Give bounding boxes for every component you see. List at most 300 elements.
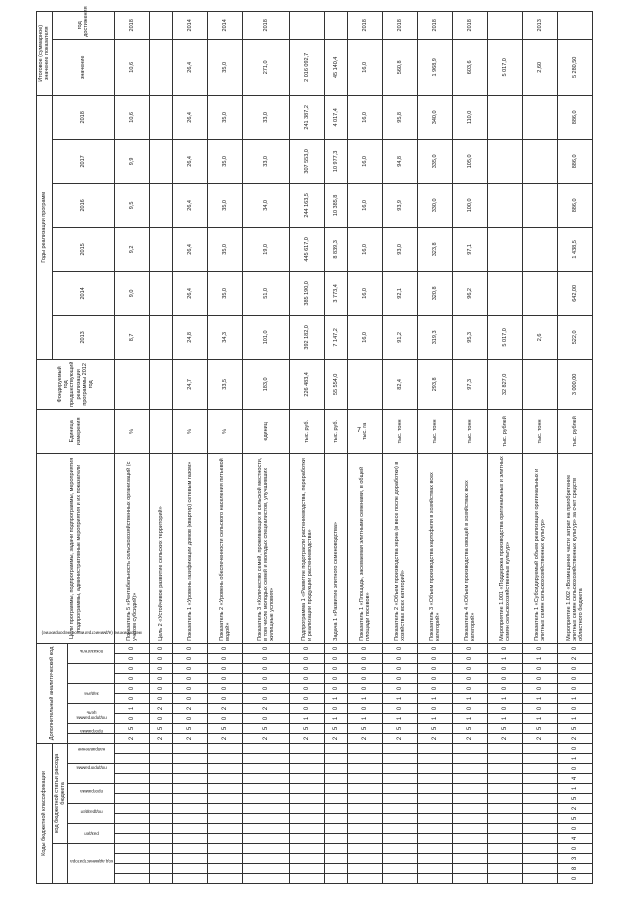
article-digit xyxy=(383,774,418,784)
article-digit xyxy=(383,784,418,794)
admin-digit xyxy=(453,864,488,874)
row-value-2015: 1 438,5 xyxy=(558,227,593,271)
admin-digit xyxy=(150,854,173,864)
analytic-digit: 0 xyxy=(348,643,383,653)
analytic-digit: 1 xyxy=(558,713,593,723)
article-digit xyxy=(418,754,453,764)
article-digit: 0 xyxy=(558,824,593,834)
analytic-digit: 0 xyxy=(290,683,325,693)
article-digit xyxy=(150,834,173,844)
analytic-digit: 0 xyxy=(115,653,150,663)
article-digit xyxy=(348,804,383,814)
row-description: Показатель 1 «Субсидируемый объем реализации оригинальных и элитных семян сельскохозяйственных культур» xyxy=(523,453,558,643)
analytic-digit: 5 xyxy=(115,723,150,733)
analytic-digit: 0 xyxy=(418,663,453,673)
article-digit xyxy=(173,784,208,794)
analytic-digit: 2 xyxy=(290,733,325,743)
analytic-digit: 1 xyxy=(523,713,558,723)
analytic-digit: 0 xyxy=(523,663,558,673)
row-value-2018: 16,0 xyxy=(348,95,383,139)
analytic-digit: 0 xyxy=(208,673,243,683)
article-digit xyxy=(115,764,150,774)
article-digit xyxy=(115,743,150,753)
row-value-2015: 19,0 xyxy=(243,227,290,271)
article-digit xyxy=(418,774,453,784)
row-base-value: 183,0 xyxy=(243,359,290,409)
row-description: Показатель 1 «Площадь, засеваемая элитными семенами, в общей площади посевов» xyxy=(348,453,383,643)
article-digit xyxy=(150,743,173,753)
admin-digit: 8 xyxy=(558,864,593,874)
row-final-value: 271,0 xyxy=(243,39,290,95)
row-base-value: 33,5 xyxy=(208,359,243,409)
analytic-digit: 0 xyxy=(488,703,523,713)
article-digit xyxy=(208,814,243,824)
row-value-2015: 93,0 xyxy=(383,227,418,271)
article-digit xyxy=(290,834,325,844)
analytic-digit: 2 xyxy=(325,733,348,743)
table-row xyxy=(558,11,593,883)
article-digit xyxy=(453,824,488,834)
article-digit xyxy=(523,754,558,764)
article-digit xyxy=(173,804,208,814)
col-label-subsection: подраздел xyxy=(68,804,115,824)
row-final-value: 5 280,50 xyxy=(558,39,593,95)
article-digit xyxy=(243,774,290,784)
analytic-digit: 5 xyxy=(243,723,290,733)
row-value-2014 xyxy=(523,271,558,315)
row-value-2018: 4 017,4 xyxy=(325,95,348,139)
analytic-digit: 0 xyxy=(243,663,290,673)
analytic-digit: 0 xyxy=(173,693,208,703)
row-final-year xyxy=(325,11,348,39)
row-description: Мероприятие 1.002 «Возмещение части затрат на приобретение элитных семян сельскохозяйственных культур» за счет средств областного бюджета xyxy=(558,453,593,643)
admin-digit xyxy=(325,854,348,864)
analytic-digit: 0 xyxy=(558,683,593,693)
article-digit xyxy=(488,743,523,753)
table-row xyxy=(383,11,418,883)
article-digit xyxy=(243,754,290,764)
analytic-digit: 1 xyxy=(348,693,383,703)
analytic-digit: 0 xyxy=(290,703,325,713)
article-digit xyxy=(243,834,290,844)
article-digit xyxy=(523,814,558,824)
article-digit xyxy=(150,814,173,824)
admin-digit xyxy=(348,874,383,884)
article-digit xyxy=(243,743,290,753)
header-year-2017: 2017 xyxy=(52,139,115,183)
header-year-reach: год достижения xyxy=(52,11,115,39)
row-final-year xyxy=(150,11,173,39)
row-value-2015: 97,1 xyxy=(453,227,488,271)
row-value-2018: 35,0 xyxy=(208,95,243,139)
analytic-digit: 0 xyxy=(523,673,558,683)
analytic-digit: 0 xyxy=(383,673,418,683)
header-base-year: Фондируемый год предшествующий реализации программы 2012 год xyxy=(37,359,115,409)
admin-digit xyxy=(453,844,488,854)
col-label-direction: направление xyxy=(68,743,115,763)
analytic-digit: 2 xyxy=(348,733,383,743)
article-digit xyxy=(348,784,383,794)
article-digit xyxy=(115,804,150,814)
analytic-digit: 1 xyxy=(488,653,523,663)
article-digit xyxy=(418,834,453,844)
admin-digit xyxy=(348,844,383,854)
admin-digit xyxy=(418,844,453,854)
analytic-digit: 5 xyxy=(208,723,243,733)
analytic-digit: 0 xyxy=(243,643,290,653)
admin-digit xyxy=(348,854,383,864)
analytic-digit: 1 xyxy=(488,713,523,723)
row-value-2015: 26,4 xyxy=(173,227,208,271)
article-digit: 1 xyxy=(558,754,593,764)
article-digit: 4 xyxy=(558,774,593,784)
row-unit: тыс. га xyxy=(348,409,383,453)
row-base-value: 55 554,0 xyxy=(325,359,348,409)
analytic-digit: 5 xyxy=(523,723,558,733)
row-unit: тыс. тонн xyxy=(418,409,453,453)
row-value-2016: 886,0 xyxy=(558,183,593,227)
table-row xyxy=(453,11,488,883)
analytic-digit: 0 xyxy=(243,693,290,703)
article-digit xyxy=(453,764,488,774)
row-final-year: 2018 xyxy=(453,11,488,39)
row-description: Цель 2 «Устойчивое развитие сельских территорий» xyxy=(150,453,173,643)
analytic-digit: 0 xyxy=(325,703,348,713)
analytic-digit: 2 xyxy=(150,703,173,713)
row-value-2014: 35,0 xyxy=(208,271,243,315)
header-year-2018: 2018 xyxy=(52,95,115,139)
analytic-digit: 0 xyxy=(173,713,208,723)
row-unit: % xyxy=(115,409,150,453)
header-unit: Единица измерения xyxy=(37,409,115,453)
article-digit xyxy=(523,834,558,844)
article-digit xyxy=(115,754,150,764)
article-digit xyxy=(208,834,243,844)
row-unit: % xyxy=(173,409,208,453)
col-label-goal: цель xyxy=(68,703,115,723)
col-label-an-program: программа xyxy=(68,733,115,743)
row-value-2015: 9,2 xyxy=(115,227,150,271)
admin-digit xyxy=(243,864,290,874)
analytic-digit: 0 xyxy=(348,663,383,673)
analytic-digit: 1 xyxy=(523,653,558,663)
row-final-value: 5 017,0 xyxy=(488,39,523,95)
analytic-digit: 0 xyxy=(348,683,383,693)
analytic-digit: 0 xyxy=(115,663,150,673)
row-value-2017 xyxy=(150,139,173,183)
col-label-an-subprogram: подпрограмма xyxy=(68,723,115,733)
article-digit xyxy=(243,824,290,834)
article-digit xyxy=(290,754,325,764)
article-digit xyxy=(453,774,488,784)
row-value-2015 xyxy=(523,227,558,271)
article-digit xyxy=(348,824,383,834)
admin-digit: 0 xyxy=(558,874,593,884)
admin-digit xyxy=(173,874,208,884)
analytic-digit: 0 xyxy=(453,683,488,693)
analytic-digit: 2 xyxy=(208,733,243,743)
article-digit xyxy=(383,814,418,824)
row-final-value: 26,4 xyxy=(173,39,208,95)
article-digit xyxy=(115,834,150,844)
row-final-year: 2014 xyxy=(208,11,243,39)
row-unit: тыс. рублей xyxy=(488,409,523,453)
article-digit xyxy=(488,814,523,824)
article-digit xyxy=(150,754,173,764)
analytic-digit: 1 xyxy=(325,713,348,723)
analytic-digit: 0 xyxy=(488,663,523,673)
analytic-digit: 2 xyxy=(558,653,593,663)
analytic-digit: 5 xyxy=(325,723,348,733)
row-value-2017: 105,0 xyxy=(453,139,488,183)
analytic-digit: 0 xyxy=(348,653,383,663)
row-value-2014: 26,4 xyxy=(173,271,208,315)
article-digit xyxy=(325,834,348,844)
article-digit xyxy=(418,814,453,824)
analytic-digit: 0 xyxy=(418,673,453,683)
row-description: Мероприятие 1.001 «Поддержка производства оригинальных и элитных семян сельскохозяйственных культур» xyxy=(488,453,523,643)
row-value-2016: 16,0 xyxy=(348,183,383,227)
row-description: Показатель 2 «Объем производства зерна (в весе после доработки) в хозяйствах всех категорий» xyxy=(383,453,418,643)
row-value-2017: 35,0 xyxy=(208,139,243,183)
article-digit xyxy=(418,743,453,753)
col-label-section: раздел xyxy=(68,824,115,844)
row-value-2013: 5 017,0 xyxy=(488,315,523,359)
col-label-admin: код администратора xyxy=(68,844,115,884)
article-digit xyxy=(290,824,325,834)
admin-digit xyxy=(208,874,243,884)
admin-digit xyxy=(523,854,558,864)
analytic-digit: 2 xyxy=(558,733,593,743)
row-value-2014: 642,00 xyxy=(558,271,593,315)
admin-digit xyxy=(325,864,348,874)
article-digit xyxy=(115,784,150,794)
row-value-2018: 95,8 xyxy=(383,95,418,139)
row-value-2013: 101,0 xyxy=(243,315,290,359)
admin-digit xyxy=(208,864,243,874)
article-digit xyxy=(115,824,150,834)
article-digit xyxy=(488,784,523,794)
article-digit xyxy=(488,834,523,844)
row-final-year: 2013 xyxy=(523,11,558,39)
row-value-2016: 100,0 xyxy=(453,183,488,227)
article-digit xyxy=(348,834,383,844)
article-digit xyxy=(488,774,523,784)
analytic-digit: 0 xyxy=(453,703,488,713)
row-value-2014: 320,8 xyxy=(418,271,453,315)
row-value-2013 xyxy=(150,315,173,359)
article-digit xyxy=(173,754,208,764)
article-digit xyxy=(523,764,558,774)
article-digit xyxy=(243,784,290,794)
admin-digit xyxy=(383,844,418,854)
article-digit: 5 xyxy=(558,814,593,824)
admin-digit xyxy=(453,854,488,864)
row-final-year xyxy=(290,11,325,39)
rotated-table-container xyxy=(36,6,604,884)
admin-digit xyxy=(453,874,488,884)
admin-digit xyxy=(243,844,290,854)
article-digit xyxy=(208,754,243,764)
col-label-program: программа xyxy=(68,784,115,804)
analytic-digit: 0 xyxy=(488,643,523,653)
admin-digit xyxy=(115,864,150,874)
row-value-2018: 33,0 xyxy=(243,95,290,139)
article-digit xyxy=(173,794,208,804)
analytic-digit: 0 xyxy=(418,683,453,693)
analytic-digit: 0 xyxy=(173,683,208,693)
article-digit xyxy=(115,774,150,784)
analytic-digit: 0 xyxy=(208,693,243,703)
header-years: Годы реализации программ xyxy=(37,95,53,359)
row-value-2016: 34,0 xyxy=(243,183,290,227)
row-value-2013: 2,6 xyxy=(523,315,558,359)
admin-digit xyxy=(173,864,208,874)
table-row xyxy=(348,11,383,883)
table-row xyxy=(325,11,348,883)
article-digit: 1 xyxy=(558,784,593,794)
analytic-digit: 1 xyxy=(325,693,348,703)
analytic-digit: 2 xyxy=(453,733,488,743)
article-digit xyxy=(488,804,523,814)
analytic-digit: 0 xyxy=(558,673,593,683)
analytic-digit: 0 xyxy=(150,673,173,683)
admin-digit xyxy=(115,854,150,864)
article-digit xyxy=(453,804,488,814)
row-final-value: 10,6 xyxy=(115,39,150,95)
analytic-digit: 0 xyxy=(115,693,150,703)
article-digit xyxy=(243,764,290,774)
table-row xyxy=(523,11,558,883)
article-digit xyxy=(325,804,348,814)
admin-digit xyxy=(243,874,290,884)
row-value-2016: 35,0 xyxy=(208,183,243,227)
article-digit xyxy=(208,784,243,794)
analytic-digit: 0 xyxy=(325,653,348,663)
analytic-digit: 5 xyxy=(290,723,325,733)
admin-digit xyxy=(523,874,558,884)
analytic-digit: 0 xyxy=(208,653,243,663)
admin-digit xyxy=(290,864,325,874)
article-digit xyxy=(173,743,208,753)
article-digit xyxy=(325,764,348,774)
article-digit xyxy=(523,824,558,834)
admin-digit xyxy=(488,854,523,864)
row-value-2018: 241 387,2 xyxy=(290,95,325,139)
analytic-digit: 0 xyxy=(290,693,325,703)
analytic-digit: 2 xyxy=(383,733,418,743)
row-value-2017: 335,0 xyxy=(418,139,453,183)
article-digit xyxy=(523,804,558,814)
header-year-2014: 2014 xyxy=(52,271,115,315)
article-digit xyxy=(453,814,488,824)
article-digit: 0 xyxy=(558,743,593,753)
article-digit xyxy=(383,743,418,753)
row-value-2013: 522,0 xyxy=(558,315,593,359)
analytic-digit: 2 xyxy=(243,703,290,713)
analytic-digit: 0 xyxy=(290,653,325,663)
analytic-digit: 0 xyxy=(208,713,243,723)
article-digit xyxy=(488,794,523,804)
table-row xyxy=(243,11,290,883)
analytic-digit: 5 xyxy=(418,723,453,733)
analytic-digit: 0 xyxy=(418,703,453,713)
analytic-digit: 1 xyxy=(290,713,325,723)
analytic-digit: 0 xyxy=(383,683,418,693)
admin-digit xyxy=(208,854,243,864)
row-final-value: 1 968,9 xyxy=(418,39,453,95)
analytic-digit: 2 xyxy=(243,733,290,743)
analytic-digit: 2 xyxy=(173,733,208,743)
article-digit xyxy=(348,754,383,764)
analytic-digit: 2 xyxy=(173,703,208,713)
row-final-year xyxy=(558,11,593,39)
admin-digit xyxy=(290,854,325,864)
analytic-digit: 0 xyxy=(208,683,243,693)
header-additional-code: Дополнительный аналитический код xyxy=(37,643,68,743)
article-digit xyxy=(453,754,488,764)
admin-digit xyxy=(150,844,173,854)
row-value-2014 xyxy=(150,271,173,315)
row-final-value: 45 140,4 xyxy=(325,39,348,95)
row-base-value xyxy=(348,359,383,409)
analytic-digit: 0 xyxy=(290,643,325,653)
article-digit xyxy=(290,794,325,804)
analytic-digit: 1 xyxy=(418,693,453,703)
analytic-digit: 0 xyxy=(115,713,150,723)
analytic-digit: 1 xyxy=(488,693,523,703)
article-digit xyxy=(325,754,348,764)
admin-digit xyxy=(208,844,243,854)
row-description: Показатель 3 «Количество семей, проживающих в сельской местности, в том числе молодых семей и молодых специалистов, улучшивших жилищные условия» xyxy=(243,453,290,643)
article-digit: 2 xyxy=(558,804,593,814)
article-digit xyxy=(290,814,325,824)
row-value-2018: 340,0 xyxy=(418,95,453,139)
table-row xyxy=(488,11,523,883)
row-final-value: 603,6 xyxy=(453,39,488,95)
admin-digit xyxy=(325,874,348,884)
row-final-year: 2018 xyxy=(115,11,150,39)
article-digit xyxy=(348,774,383,784)
col-label-subprogram: подпрограмма xyxy=(68,764,115,784)
admin-digit xyxy=(523,844,558,854)
article-digit xyxy=(243,794,290,804)
row-value-2017: 9,9 xyxy=(115,139,150,183)
table-row xyxy=(115,11,150,883)
row-value-2014: 16,0 xyxy=(348,271,383,315)
article-digit xyxy=(290,764,325,774)
analytic-digit: 5 xyxy=(558,723,593,733)
row-unit: тыс. руб. xyxy=(325,409,348,453)
analytic-digit: 0 xyxy=(150,683,173,693)
article-digit xyxy=(150,774,173,784)
header-final-value: Итоговое (суммарное) значение показателя xyxy=(37,11,53,95)
row-value-2017: 16,0 xyxy=(348,139,383,183)
article-digit xyxy=(290,774,325,784)
analytic-digit: 0 xyxy=(558,703,593,713)
row-base-value xyxy=(115,359,150,409)
table-row xyxy=(418,11,453,883)
article-digit xyxy=(325,784,348,794)
article-digit xyxy=(150,794,173,804)
row-value-2013: 34,3 xyxy=(208,315,243,359)
row-value-2013: 91,2 xyxy=(383,315,418,359)
article-digit xyxy=(325,743,348,753)
article-digit xyxy=(150,804,173,814)
analytic-digit: 0 xyxy=(383,703,418,713)
article-digit xyxy=(383,754,418,764)
row-final-value: 35,0 xyxy=(208,39,243,95)
